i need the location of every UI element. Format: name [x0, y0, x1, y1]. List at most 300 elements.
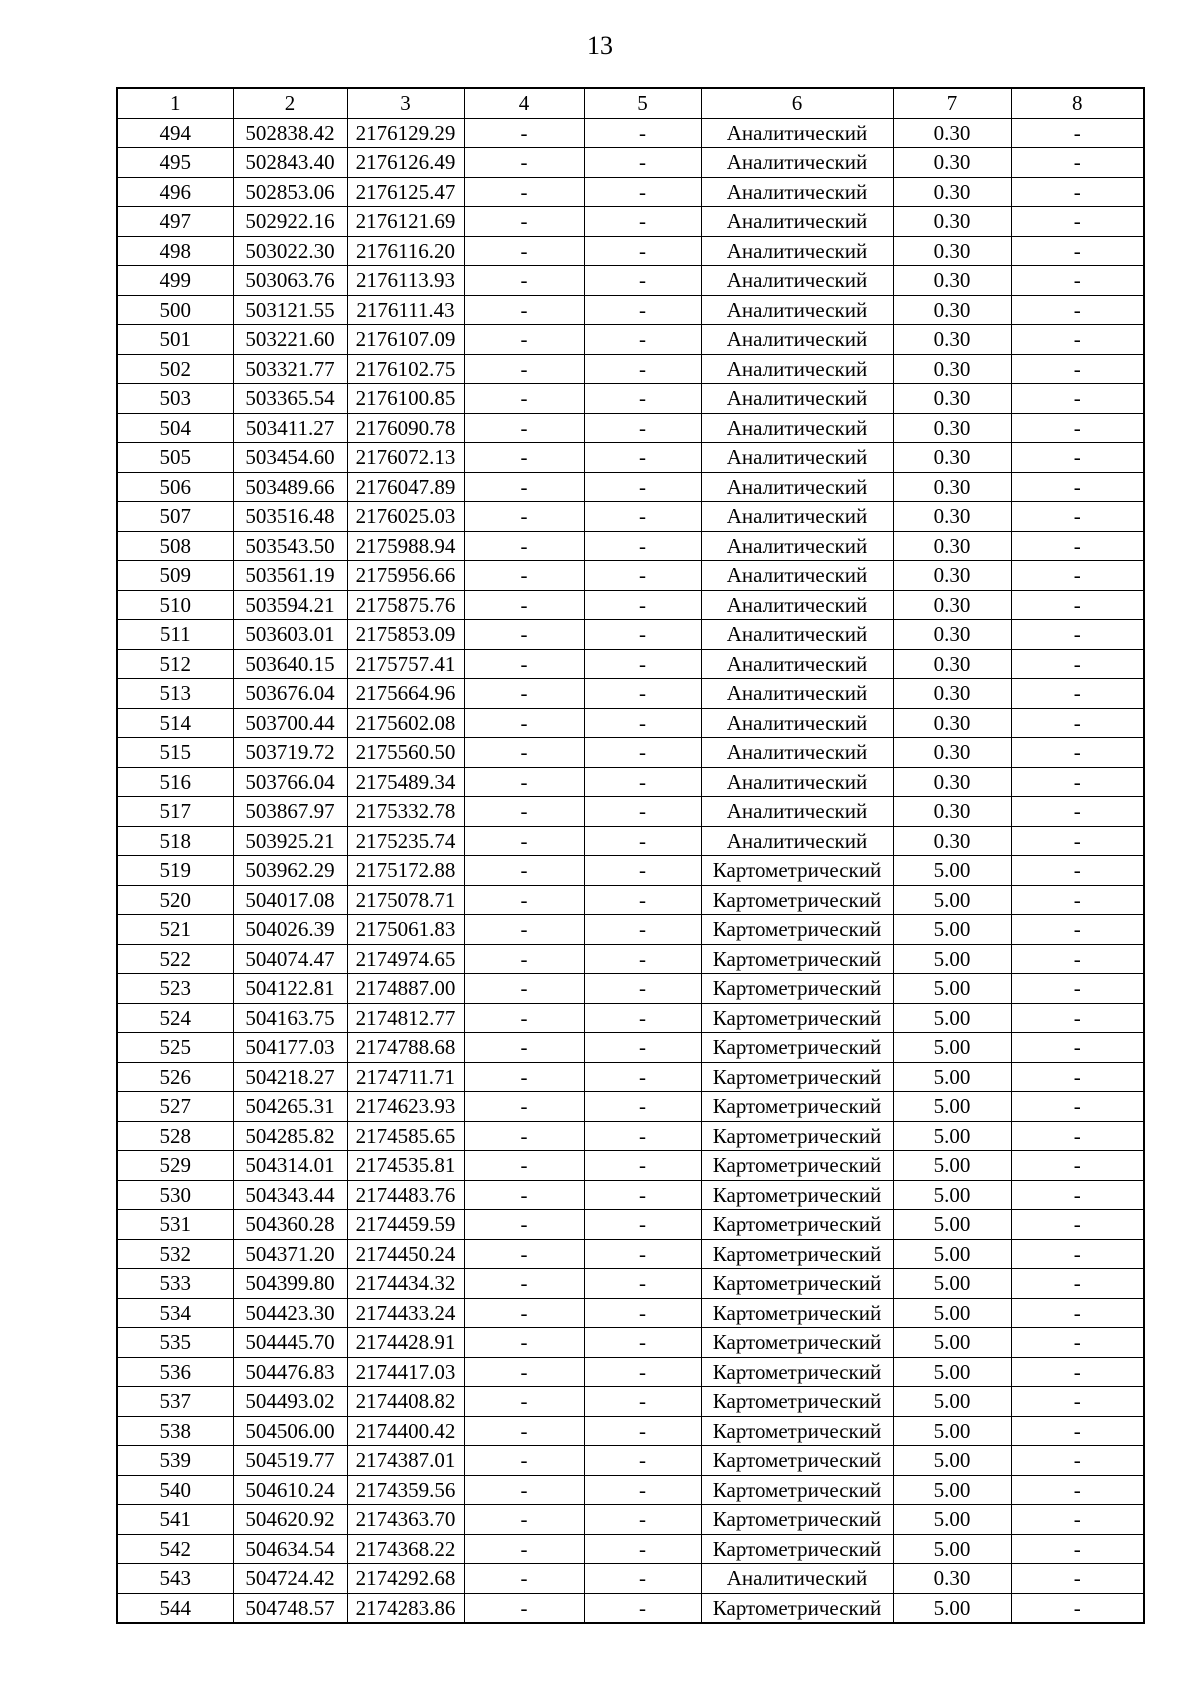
table-cell-col-5: -	[584, 443, 701, 473]
table-cell-col-3: 2175560.50	[347, 738, 464, 768]
table-cell-col-6: Картометрический	[701, 944, 893, 974]
table-cell-col-7: 0.30	[893, 413, 1011, 443]
table-cell-col-5: -	[584, 1505, 701, 1535]
table-cell-col-1: 507	[117, 502, 233, 532]
table-row	[117, 207, 1144, 237]
table-cell-col-3: 2174535.81	[347, 1151, 464, 1181]
table-cell-col-7: 5.00	[893, 1180, 1011, 1210]
table-cell-col-4: -	[464, 856, 584, 886]
table-cell-col-6: Аналитический	[701, 207, 893, 237]
table-cell-col-6: Картометрический	[701, 1534, 893, 1564]
column-header-2: 2	[233, 88, 347, 118]
table-cell-col-7: 5.00	[893, 1475, 1011, 1505]
table-cell-col-4: -	[464, 1210, 584, 1240]
table-cell-col-8: -	[1011, 413, 1144, 443]
table-cell-col-1: 516	[117, 767, 233, 797]
table-cell-col-8: -	[1011, 1387, 1144, 1417]
table-cell-col-1: 515	[117, 738, 233, 768]
table-cell-col-7: 5.00	[893, 1534, 1011, 1564]
table-cell-col-6: Картометрический	[701, 915, 893, 945]
table-cell-col-2: 503022.30	[233, 236, 347, 266]
table-cell-col-5: -	[584, 1446, 701, 1476]
table-cell-col-4: -	[464, 354, 584, 384]
table-cell-col-8: -	[1011, 531, 1144, 561]
table-cell-col-3: 2174434.32	[347, 1269, 464, 1299]
table-row	[117, 561, 1144, 591]
table-cell-col-7: 5.00	[893, 974, 1011, 1004]
table-header	[117, 88, 1144, 118]
table-cell-col-2: 503516.48	[233, 502, 347, 532]
table-cell-col-5: -	[584, 738, 701, 768]
table-row	[117, 649, 1144, 679]
page-number: 13	[587, 31, 613, 60]
table-cell-col-5: -	[584, 531, 701, 561]
table-cell-col-8: -	[1011, 561, 1144, 591]
table-cell-col-4: -	[464, 1121, 584, 1151]
table-cell-col-7: 5.00	[893, 1446, 1011, 1476]
table-cell-col-5: -	[584, 1593, 701, 1623]
table-cell-col-2: 503603.01	[233, 620, 347, 650]
table-cell-col-1: 497	[117, 207, 233, 237]
table-cell-col-6: Аналитический	[701, 767, 893, 797]
table-cell-col-6: Аналитический	[701, 502, 893, 532]
table-row	[117, 1033, 1144, 1063]
table-cell-col-4: -	[464, 797, 584, 827]
table-cell-col-8: -	[1011, 1298, 1144, 1328]
table-cell-col-8: -	[1011, 738, 1144, 768]
table-cell-col-1: 503	[117, 384, 233, 414]
table-cell-col-4: -	[464, 1416, 584, 1446]
table-cell-col-6: Картометрический	[701, 974, 893, 1004]
table-row	[117, 1003, 1144, 1033]
table-cell-col-1: 533	[117, 1269, 233, 1299]
table-cell-col-7: 5.00	[893, 1387, 1011, 1417]
table-cell-col-3: 2174283.86	[347, 1593, 464, 1623]
table-cell-col-8: -	[1011, 649, 1144, 679]
table-cell-col-2: 503719.72	[233, 738, 347, 768]
table-cell-col-3: 2174363.70	[347, 1505, 464, 1535]
table-cell-col-3: 2175489.34	[347, 767, 464, 797]
table-cell-col-4: -	[464, 1003, 584, 1033]
table-cell-col-7: 0.30	[893, 1564, 1011, 1594]
table-cell-col-6: Картометрический	[701, 1180, 893, 1210]
table-cell-col-7: 5.00	[893, 1062, 1011, 1092]
table-cell-col-3: 2174417.03	[347, 1357, 464, 1387]
table-cell-col-5: -	[584, 649, 701, 679]
table-cell-col-6: Картометрический	[701, 1121, 893, 1151]
table-cell-col-4: -	[464, 1357, 584, 1387]
table-cell-col-3: 2176113.93	[347, 266, 464, 296]
table-cell-col-6: Аналитический	[701, 738, 893, 768]
table-cell-col-1: 505	[117, 443, 233, 473]
table-cell-col-6: Аналитический	[701, 295, 893, 325]
table-cell-col-1: 531	[117, 1210, 233, 1240]
table-row	[117, 708, 1144, 738]
table-cell-col-5: -	[584, 236, 701, 266]
table-cell-col-7: 5.00	[893, 1328, 1011, 1358]
table-cell-col-2: 503221.60	[233, 325, 347, 355]
table-cell-col-1: 522	[117, 944, 233, 974]
table-cell-col-7: 0.30	[893, 443, 1011, 473]
table-cell-col-6: Картометрический	[701, 1593, 893, 1623]
table-cell-col-4: -	[464, 1239, 584, 1269]
table-cell-col-7: 0.30	[893, 590, 1011, 620]
table-cell-col-2: 502843.40	[233, 148, 347, 178]
table-cell-col-2: 503766.04	[233, 767, 347, 797]
table-cell-col-7: 5.00	[893, 944, 1011, 974]
table-cell-col-5: -	[584, 620, 701, 650]
table-cell-col-7: 5.00	[893, 1505, 1011, 1535]
table-cell-col-5: -	[584, 413, 701, 443]
table-row	[117, 295, 1144, 325]
table-cell-col-8: -	[1011, 1239, 1144, 1269]
table-row	[117, 679, 1144, 709]
table-cell-col-3: 2174368.22	[347, 1534, 464, 1564]
table-cell-col-1: 501	[117, 325, 233, 355]
table-cell-col-4: -	[464, 885, 584, 915]
table-cell-col-3: 2176125.47	[347, 177, 464, 207]
table-cell-col-1: 544	[117, 1593, 233, 1623]
table-cell-col-8: -	[1011, 797, 1144, 827]
table-cell-col-3: 2175853.09	[347, 620, 464, 650]
table-row	[117, 1180, 1144, 1210]
table-cell-col-2: 503121.55	[233, 295, 347, 325]
table-cell-col-6: Картометрический	[701, 1446, 893, 1476]
table-cell-col-7: 0.30	[893, 384, 1011, 414]
table-cell-col-1: 510	[117, 590, 233, 620]
table-cell-col-8: -	[1011, 1416, 1144, 1446]
table-cell-col-8: -	[1011, 826, 1144, 856]
table-row	[117, 1564, 1144, 1594]
table-cell-col-1: 527	[117, 1092, 233, 1122]
table-cell-col-4: -	[464, 118, 584, 148]
table-cell-col-3: 2174585.65	[347, 1121, 464, 1151]
table-cell-col-5: -	[584, 1357, 701, 1387]
table-cell-col-3: 2174428.91	[347, 1328, 464, 1358]
table-cell-col-1: 514	[117, 708, 233, 738]
table-cell-col-3: 2175988.94	[347, 531, 464, 561]
table-cell-col-8: -	[1011, 1210, 1144, 1240]
table-cell-col-1: 504	[117, 413, 233, 443]
table-cell-col-8: -	[1011, 885, 1144, 915]
column-header-8: 8	[1011, 88, 1144, 118]
table-cell-col-2: 503676.04	[233, 679, 347, 709]
table-cell-col-5: -	[584, 1062, 701, 1092]
table-cell-col-8: -	[1011, 443, 1144, 473]
table-cell-col-3: 2175875.76	[347, 590, 464, 620]
table-cell-col-2: 504218.27	[233, 1062, 347, 1092]
table-cell-col-5: -	[584, 974, 701, 1004]
table-cell-col-7: 0.30	[893, 207, 1011, 237]
table-cell-col-2: 504371.20	[233, 1239, 347, 1269]
table-cell-col-5: -	[584, 590, 701, 620]
table-row	[117, 1416, 1144, 1446]
table-cell-col-3: 2176107.09	[347, 325, 464, 355]
table-cell-col-5: -	[584, 1387, 701, 1417]
table-cell-col-2: 502922.16	[233, 207, 347, 237]
table-row	[117, 1534, 1144, 1564]
table-cell-col-6: Аналитический	[701, 443, 893, 473]
table-cell-col-5: -	[584, 767, 701, 797]
table-row	[117, 797, 1144, 827]
table-cell-col-1: 498	[117, 236, 233, 266]
table-cell-col-4: -	[464, 1446, 584, 1476]
table-cell-col-7: 5.00	[893, 1357, 1011, 1387]
table-cell-col-2: 504748.57	[233, 1593, 347, 1623]
table-cell-col-3: 2175602.08	[347, 708, 464, 738]
table-row	[117, 1062, 1144, 1092]
table-cell-col-8: -	[1011, 620, 1144, 650]
table-row	[117, 1092, 1144, 1122]
table-row	[117, 354, 1144, 384]
table-cell-col-5: -	[584, 1269, 701, 1299]
table-cell-col-7: 0.30	[893, 797, 1011, 827]
table-cell-col-5: -	[584, 1180, 701, 1210]
table-cell-col-7: 0.30	[893, 826, 1011, 856]
table-cell-col-8: -	[1011, 177, 1144, 207]
table-cell-col-1: 525	[117, 1033, 233, 1063]
table-cell-col-5: -	[584, 1151, 701, 1181]
table-row	[117, 1210, 1144, 1240]
table-cell-col-1: 506	[117, 472, 233, 502]
table-cell-col-8: -	[1011, 148, 1144, 178]
table-cell-col-1: 520	[117, 885, 233, 915]
table-cell-col-7: 0.30	[893, 738, 1011, 768]
table-cell-col-1: 534	[117, 1298, 233, 1328]
table-cell-col-3: 2175757.41	[347, 649, 464, 679]
table-cell-col-3: 2176126.49	[347, 148, 464, 178]
table-cell-col-5: -	[584, 207, 701, 237]
table-cell-col-8: -	[1011, 472, 1144, 502]
table-cell-col-6: Аналитический	[701, 620, 893, 650]
table-cell-col-4: -	[464, 590, 584, 620]
table-cell-col-5: -	[584, 295, 701, 325]
table-cell-col-6: Картометрический	[701, 1328, 893, 1358]
table-cell-col-6: Картометрический	[701, 1387, 893, 1417]
table-cell-col-7: 5.00	[893, 1239, 1011, 1269]
table-cell-col-7: 5.00	[893, 1210, 1011, 1240]
table-cell-col-2: 504285.82	[233, 1121, 347, 1151]
table-cell-col-1: 495	[117, 148, 233, 178]
table-cell-col-7: 5.00	[893, 1003, 1011, 1033]
table-cell-col-4: -	[464, 649, 584, 679]
column-header-1: 1	[117, 88, 233, 118]
table-cell-col-5: -	[584, 1298, 701, 1328]
table-cell-col-8: -	[1011, 1269, 1144, 1299]
table-cell-col-5: -	[584, 1210, 701, 1240]
table-cell-col-8: -	[1011, 1092, 1144, 1122]
table-cell-col-8: -	[1011, 1062, 1144, 1092]
table-cell-col-2: 503321.77	[233, 354, 347, 384]
table-cell-col-4: -	[464, 974, 584, 1004]
table-cell-col-4: -	[464, 767, 584, 797]
table-cell-col-3: 2176111.43	[347, 295, 464, 325]
table-row	[117, 1121, 1144, 1151]
column-header-6: 6	[701, 88, 893, 118]
table-row	[117, 1328, 1144, 1358]
table-cell-col-7: 0.30	[893, 236, 1011, 266]
table-cell-col-2: 504423.30	[233, 1298, 347, 1328]
table-cell-col-8: -	[1011, 1033, 1144, 1063]
table-cell-col-6: Аналитический	[701, 679, 893, 709]
table-cell-col-2: 504634.54	[233, 1534, 347, 1564]
table-cell-col-1: 532	[117, 1239, 233, 1269]
table-cell-col-2: 502838.42	[233, 118, 347, 148]
column-header-5: 5	[584, 88, 701, 118]
table-cell-col-7: 0.30	[893, 620, 1011, 650]
table-cell-col-6: Аналитический	[701, 797, 893, 827]
table-row	[117, 590, 1144, 620]
table-cell-col-6: Картометрический	[701, 1003, 893, 1033]
table-cell-col-8: -	[1011, 708, 1144, 738]
table-cell-col-4: -	[464, 1593, 584, 1623]
table-cell-col-7: 0.30	[893, 148, 1011, 178]
table-cell-col-6: Аналитический	[701, 266, 893, 296]
table-cell-col-4: -	[464, 148, 584, 178]
table-cell-col-1: 529	[117, 1151, 233, 1181]
table-cell-col-1: 542	[117, 1534, 233, 1564]
table-cell-col-2: 503594.21	[233, 590, 347, 620]
table-cell-col-6: Аналитический	[701, 531, 893, 561]
table-cell-col-2: 504519.77	[233, 1446, 347, 1476]
table-cell-col-3: 2174433.24	[347, 1298, 464, 1328]
table-cell-col-3: 2175956.66	[347, 561, 464, 591]
table-cell-col-2: 503561.19	[233, 561, 347, 591]
table-cell-col-2: 504506.00	[233, 1416, 347, 1446]
table-cell-col-5: -	[584, 826, 701, 856]
table-cell-col-2: 504265.31	[233, 1092, 347, 1122]
table-cell-col-4: -	[464, 177, 584, 207]
table-cell-col-8: -	[1011, 856, 1144, 886]
table-cell-col-8: -	[1011, 974, 1144, 1004]
table-cell-col-8: -	[1011, 118, 1144, 148]
table-cell-col-6: Картометрический	[701, 885, 893, 915]
table-cell-col-6: Аналитический	[701, 413, 893, 443]
table-cell-col-2: 504493.02	[233, 1387, 347, 1417]
table-row	[117, 118, 1144, 148]
table-row	[117, 148, 1144, 178]
table-cell-col-7: 0.30	[893, 266, 1011, 296]
table-row	[117, 1269, 1144, 1299]
table-cell-col-7: 0.30	[893, 354, 1011, 384]
table-cell-col-1: 523	[117, 974, 233, 1004]
table-cell-col-1: 538	[117, 1416, 233, 1446]
table-cell-col-2: 502853.06	[233, 177, 347, 207]
table-cell-col-6: Картометрический	[701, 856, 893, 886]
table-cell-col-8: -	[1011, 1564, 1144, 1594]
table-cell-col-1: 537	[117, 1387, 233, 1417]
table-cell-col-8: -	[1011, 1505, 1144, 1535]
table-cell-col-3: 2175061.83	[347, 915, 464, 945]
table-cell-col-1: 511	[117, 620, 233, 650]
table-cell-col-8: -	[1011, 295, 1144, 325]
table-cell-col-1: 517	[117, 797, 233, 827]
table-cell-col-1: 528	[117, 1121, 233, 1151]
table-cell-col-8: -	[1011, 502, 1144, 532]
table-cell-col-2: 503543.50	[233, 531, 347, 561]
table-cell-col-1: 539	[117, 1446, 233, 1476]
table-cell-col-4: -	[464, 1269, 584, 1299]
table-cell-col-3: 2174400.42	[347, 1416, 464, 1446]
table-row	[117, 944, 1144, 974]
table-cell-col-8: -	[1011, 1328, 1144, 1358]
table-cell-col-7: 5.00	[893, 1151, 1011, 1181]
table-cell-col-5: -	[584, 148, 701, 178]
table-cell-col-5: -	[584, 915, 701, 945]
table-cell-col-6: Аналитический	[701, 384, 893, 414]
table-cell-col-1: 500	[117, 295, 233, 325]
column-header-7: 7	[893, 88, 1011, 118]
table-cell-col-5: -	[584, 384, 701, 414]
table-cell-col-6: Аналитический	[701, 118, 893, 148]
table-cell-col-1: 502	[117, 354, 233, 384]
table-cell-col-1: 543	[117, 1564, 233, 1594]
table-row	[117, 177, 1144, 207]
table-cell-col-4: -	[464, 738, 584, 768]
table-cell-col-8: -	[1011, 679, 1144, 709]
table-cell-col-2: 503063.76	[233, 266, 347, 296]
table-cell-col-4: -	[464, 620, 584, 650]
table-cell-col-5: -	[584, 1328, 701, 1358]
table-cell-col-6: Картометрический	[701, 1357, 893, 1387]
header-row	[117, 88, 1144, 118]
table-cell-col-6: Картометрический	[701, 1239, 893, 1269]
table-cell-col-8: -	[1011, 915, 1144, 945]
table-row	[117, 472, 1144, 502]
table-cell-col-7: 5.00	[893, 1092, 1011, 1122]
table-cell-col-8: -	[1011, 1446, 1144, 1476]
table-cell-col-2: 504074.47	[233, 944, 347, 974]
table-cell-col-8: -	[1011, 1003, 1144, 1033]
table-cell-col-2: 503365.54	[233, 384, 347, 414]
table-row	[117, 443, 1144, 473]
table-cell-col-7: 0.30	[893, 295, 1011, 325]
table-cell-col-7: 5.00	[893, 1298, 1011, 1328]
table-row	[117, 856, 1144, 886]
table-cell-col-3: 2176072.13	[347, 443, 464, 473]
table-cell-col-8: -	[1011, 1475, 1144, 1505]
table-cell-col-2: 504177.03	[233, 1033, 347, 1063]
table-cell-col-2: 504360.28	[233, 1210, 347, 1240]
table-cell-col-8: -	[1011, 767, 1144, 797]
table-cell-col-4: -	[464, 1328, 584, 1358]
table-row	[117, 1446, 1144, 1476]
table-cell-col-3: 2175235.74	[347, 826, 464, 856]
table-cell-col-1: 496	[117, 177, 233, 207]
table-cell-col-7: 5.00	[893, 885, 1011, 915]
table-cell-col-8: -	[1011, 236, 1144, 266]
column-header-4: 4	[464, 88, 584, 118]
table-cell-col-1: 519	[117, 856, 233, 886]
table-row	[117, 502, 1144, 532]
table-cell-col-4: -	[464, 1475, 584, 1505]
table-cell-col-1: 521	[117, 915, 233, 945]
table-row	[117, 1357, 1144, 1387]
table-cell-col-4: -	[464, 1387, 584, 1417]
table-cell-col-7: 5.00	[893, 915, 1011, 945]
table-cell-col-6: Картометрический	[701, 1033, 893, 1063]
table-cell-col-8: -	[1011, 944, 1144, 974]
table-cell-col-1: 513	[117, 679, 233, 709]
table-cell-col-6: Аналитический	[701, 472, 893, 502]
table-cell-col-6: Картометрический	[701, 1092, 893, 1122]
table-cell-col-5: -	[584, 1534, 701, 1564]
table-cell-col-1: 494	[117, 118, 233, 148]
table-cell-col-3: 2174711.71	[347, 1062, 464, 1092]
table-cell-col-1: 509	[117, 561, 233, 591]
table-cell-col-4: -	[464, 1033, 584, 1063]
table-cell-col-8: -	[1011, 325, 1144, 355]
